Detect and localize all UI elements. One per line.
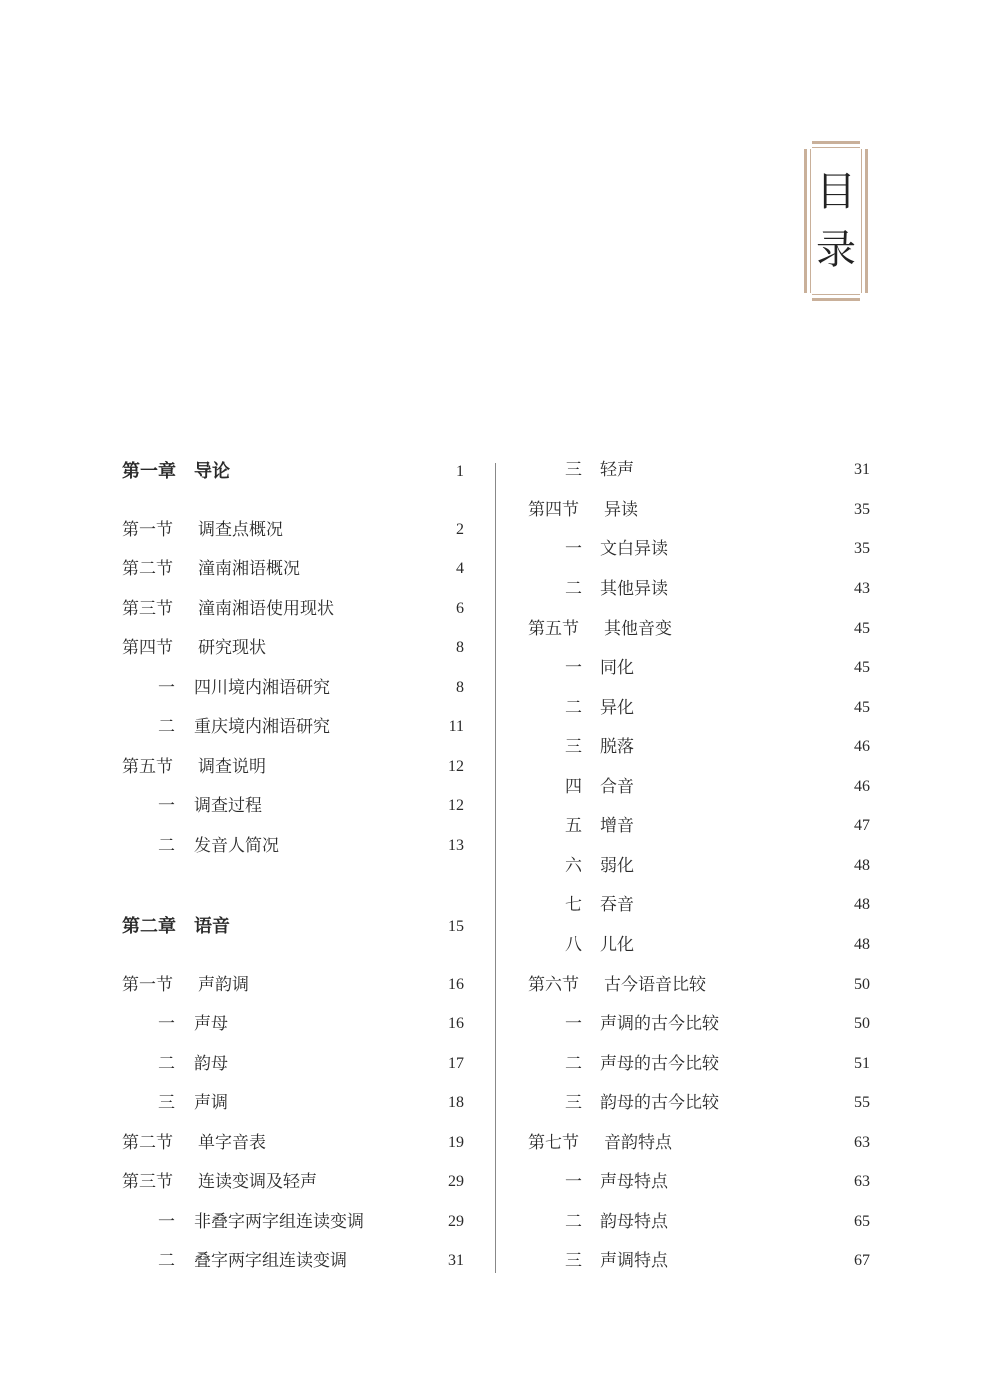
toc-label: 脱落 [600, 737, 634, 757]
toc-page: 67 [854, 1252, 870, 1269]
toc-label: 弱化 [600, 856, 634, 876]
toc-page: 48 [854, 857, 870, 874]
toc-page: 31 [854, 461, 870, 478]
toc-subsection[interactable] [122, 1009, 464, 1039]
toc-subsection[interactable] [528, 574, 870, 604]
toc-lead: 第四节 [122, 638, 173, 658]
toc-lead: 一 [565, 658, 582, 678]
toc-page: 29 [448, 1213, 464, 1230]
toc-lead: 二 [158, 717, 175, 737]
toc-page: 15 [448, 918, 464, 935]
toc-subsection[interactable] [528, 851, 870, 881]
toc-lead: 第二节 [122, 1133, 173, 1153]
toc-label: 潼南湘语使用现状 [198, 599, 334, 619]
toc-page: 63 [854, 1134, 870, 1151]
toc-page: 50 [854, 976, 870, 993]
toc-page: 16 [448, 1015, 464, 1032]
toc-label: 同化 [600, 658, 634, 678]
toc-label: 韵母 [194, 1054, 228, 1074]
toc-lead: 三 [565, 1093, 582, 1113]
toc-lead: 三 [565, 1251, 582, 1271]
toc-page: 46 [854, 778, 870, 795]
toc-label: 发音人简况 [194, 836, 279, 856]
toc-subsection[interactable] [528, 1088, 870, 1118]
toc-lead: 第一章 [122, 461, 176, 482]
toc-label: 儿化 [600, 935, 634, 955]
toc-page: 45 [854, 699, 870, 716]
toc-subsection[interactable] [122, 1088, 464, 1118]
toc-label: 其他异读 [600, 579, 668, 599]
toc-lead: 三 [565, 737, 582, 757]
toc-lead: 第二章 [122, 916, 176, 937]
toc-label: 潼南湘语概况 [198, 559, 300, 579]
toc-chapter[interactable] [122, 457, 464, 487]
toc-subsection[interactable] [528, 653, 870, 683]
toc-subsection[interactable] [528, 534, 870, 564]
toc-page: 50 [854, 1015, 870, 1032]
toc-title-char-2: 录 [816, 227, 856, 273]
toc-lead: 五 [565, 816, 582, 836]
toc-label: 文白异读 [600, 539, 668, 559]
toc-subsection[interactable] [528, 930, 870, 960]
toc-page: 6 [456, 600, 464, 617]
toc-section[interactable] [122, 515, 464, 545]
toc-page: 2 [456, 521, 464, 538]
toc-label: 声调特点 [600, 1251, 668, 1271]
toc-lead: 八 [565, 935, 582, 955]
toc-subsection[interactable] [528, 890, 870, 920]
toc-page: 13 [448, 837, 464, 854]
toc-subsection[interactable] [122, 831, 464, 861]
toc-section[interactable] [122, 752, 464, 782]
toc-label: 声韵调 [198, 975, 249, 995]
toc-lead: 二 [565, 579, 582, 599]
toc-label: 声母特点 [600, 1172, 668, 1192]
toc-label: 语音 [194, 916, 230, 937]
toc-label: 连读变调及轻声 [198, 1172, 317, 1192]
toc-lead: 二 [565, 1212, 582, 1232]
toc-lead: 第七节 [528, 1133, 579, 1153]
toc-label: 声调 [194, 1093, 228, 1113]
toc-lead: 一 [158, 1014, 175, 1034]
toc-lead: 第一节 [122, 975, 173, 995]
column-divider [495, 463, 496, 1273]
toc-lead: 第四节 [528, 500, 579, 520]
toc-title-box [804, 141, 868, 301]
toc-page: 16 [448, 976, 464, 993]
toc-label: 轻声 [600, 460, 634, 480]
toc-lead: 六 [565, 856, 582, 876]
toc-subsection[interactable] [528, 1246, 870, 1276]
toc-label: 单字音表 [198, 1133, 266, 1153]
toc-section[interactable] [528, 614, 870, 644]
toc-label: 重庆境内湘语研究 [194, 717, 330, 737]
toc-section[interactable] [528, 970, 870, 1000]
toc-page: 17 [448, 1055, 464, 1072]
toc-subsection[interactable] [528, 1167, 870, 1197]
toc-label: 导论 [194, 461, 230, 482]
toc-label: 非叠字两字组连读变调 [194, 1212, 364, 1232]
toc-label: 异化 [600, 698, 634, 718]
toc-lead: 一 [565, 1172, 582, 1192]
toc-subsection[interactable] [528, 732, 870, 762]
toc-chapter[interactable] [122, 912, 464, 942]
toc-subsection[interactable] [528, 455, 870, 485]
toc-page: 1 [456, 463, 464, 480]
toc-page: 55 [854, 1094, 870, 1111]
toc-lead: 第三节 [122, 599, 173, 619]
toc-lead: 二 [565, 1054, 582, 1074]
toc-page: 35 [854, 501, 870, 518]
toc-subsection[interactable] [528, 1207, 870, 1237]
toc-page: 48 [854, 936, 870, 953]
toc-lead: 第六节 [528, 975, 579, 995]
toc-page: 63 [854, 1173, 870, 1190]
toc-section[interactable] [122, 594, 464, 624]
toc-page: 45 [854, 620, 870, 637]
toc-subsection[interactable] [122, 1049, 464, 1079]
toc-label: 声母的古今比较 [600, 1054, 719, 1074]
toc-section[interactable] [528, 1128, 870, 1158]
toc-page: 12 [448, 758, 464, 775]
toc-subsection[interactable] [122, 673, 464, 703]
toc-page: 45 [854, 659, 870, 676]
toc-label: 声母 [194, 1014, 228, 1034]
toc-subsection[interactable] [122, 791, 464, 821]
toc-page: 48 [854, 896, 870, 913]
toc-section[interactable] [122, 554, 464, 584]
toc-lead: 一 [158, 1212, 175, 1232]
toc-label: 吞音 [600, 895, 634, 915]
toc-page: 8 [456, 639, 464, 656]
toc-label: 其他音变 [604, 619, 672, 639]
toc-lead: 四 [565, 777, 582, 797]
toc-label: 调查点概况 [198, 520, 283, 540]
toc-label: 叠字两字组连读变调 [194, 1251, 347, 1271]
toc-page: 35 [854, 540, 870, 557]
toc-title-char-1: 目 [816, 169, 856, 215]
toc-lead: 二 [158, 1054, 175, 1074]
toc-page: 12 [448, 797, 464, 814]
toc-label: 韵母特点 [600, 1212, 668, 1232]
toc-lead: 第三节 [122, 1172, 173, 1192]
toc-page: 8 [456, 679, 464, 696]
toc-lead: 一 [158, 678, 175, 698]
toc-lead: 二 [158, 1251, 175, 1271]
toc-section[interactable] [528, 495, 870, 525]
toc-page: 29 [448, 1173, 464, 1190]
toc-lead: 二 [158, 836, 175, 856]
toc-page: 31 [448, 1252, 464, 1269]
toc-section[interactable] [122, 970, 464, 1000]
toc-label: 合音 [600, 777, 634, 797]
toc-lead: 一 [565, 1014, 582, 1034]
toc-label: 古今语音比较 [604, 975, 706, 995]
toc-label: 异读 [604, 500, 638, 520]
toc-page: 4 [456, 560, 464, 577]
toc-page: 46 [854, 738, 870, 755]
toc-lead: 三 [158, 1093, 175, 1113]
toc-lead: 七 [565, 895, 582, 915]
toc-section[interactable] [122, 633, 464, 663]
toc-lead: 第五节 [528, 619, 579, 639]
toc-subsection[interactable] [528, 772, 870, 802]
toc-subsection[interactable] [122, 1207, 464, 1237]
toc-subsection[interactable] [122, 712, 464, 742]
toc-label: 调查说明 [198, 757, 266, 777]
toc-label: 音韵特点 [604, 1133, 672, 1153]
toc-label: 研究现状 [198, 638, 266, 658]
toc-lead: 第一节 [122, 520, 173, 540]
toc-page: 43 [854, 580, 870, 597]
toc-section[interactable] [122, 1128, 464, 1158]
toc-subsection[interactable] [528, 1009, 870, 1039]
toc-page: 65 [854, 1213, 870, 1230]
toc-label: 四川境内湘语研究 [194, 678, 330, 698]
toc-lead: 第五节 [122, 757, 173, 777]
toc-subsection[interactable] [528, 811, 870, 841]
toc-subsection[interactable] [122, 1246, 464, 1276]
toc-subsection[interactable] [528, 693, 870, 723]
toc-page: 51 [854, 1055, 870, 1072]
toc-subsection[interactable] [528, 1049, 870, 1079]
toc-label: 韵母的古今比较 [600, 1093, 719, 1113]
toc-label: 调查过程 [194, 796, 262, 816]
toc-page: 11 [448, 718, 464, 735]
toc-lead: 三 [565, 460, 582, 480]
toc-lead: 一 [158, 796, 175, 816]
toc-label: 声调的古今比较 [600, 1014, 719, 1034]
toc-lead: 一 [565, 539, 582, 559]
toc-section[interactable] [122, 1167, 464, 1197]
toc-page: 47 [854, 817, 870, 834]
toc-lead: 第二节 [122, 559, 173, 579]
toc-page: 19 [448, 1134, 464, 1151]
toc-lead: 二 [565, 698, 582, 718]
toc-page: 18 [448, 1094, 464, 1111]
toc-label: 增音 [600, 816, 634, 836]
